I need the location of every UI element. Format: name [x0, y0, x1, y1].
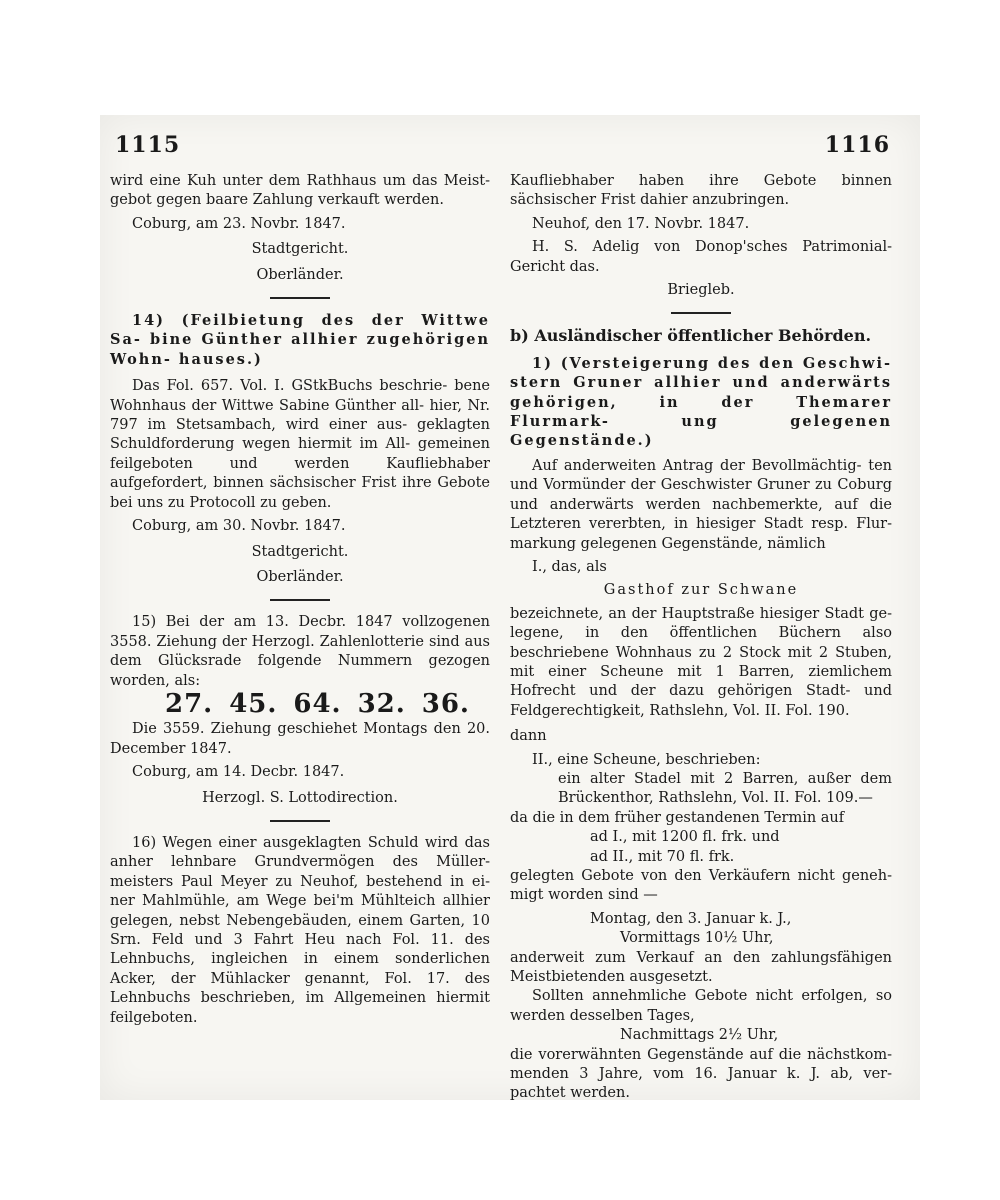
court-name: H. S. Adelig von Donop'sches Patrimonial- Gericht das.	[510, 239, 892, 275]
page-number-right: 1116	[824, 132, 890, 158]
date-line: Coburg, am 30. Novbr. 1847.	[132, 518, 346, 535]
date-line: Coburg, am 14. Decbr. 1847.	[132, 764, 345, 781]
bid-line: ad I., mit 1200 fl. frk. und	[590, 829, 780, 846]
section-divider	[270, 297, 330, 299]
notice-16-body: 16) Wegen einer ausgeklagten Schuld wird das anher lehnbare Grundvermögen des Müller- meisters Paul Meyer zu Neuhof, bestehend in ei- ner Mahlmühle, am Wege bei'm Mühlteich allhier gelegen, nebst Nebengebäuden, einem Garten, 10 Srn. Feld und 3 Fahrt Heu nach Fol. 11. des Lehnbuchs, ingleichen in einem sonderlichen Acker, der Mühlacker genannt, Fol. 17. des Lehnbuchs beschrieben, im Allgemeinen hiermit feilgeboten.	[110, 834, 490, 1026]
item-2-description: ein alter Stadel mit 2 Barren, außer dem Brückenthor, Rathslehn, Vol. II. Fol. 109.—	[558, 770, 892, 807]
signature: Herzogl. S. Lottodirection.	[202, 789, 398, 806]
auction-note: anderweit zum Verkauf an den zahlungsfähigen Meistbietenden ausgesetzt.	[510, 949, 892, 986]
notice-14-title: 14) (Feilbietung des der Wittwe Sa- bine Günther allhier zugehörigen Wohn- hauses.)	[110, 312, 490, 368]
intro-paragraph: wird eine Kuh unter dem Rathhaus um das Meist- gebot gegen baare Zahlung verkauft werden.	[110, 173, 490, 209]
lease-time: Nachmittags 2½ Uhr,	[620, 1027, 779, 1044]
signature: Oberländer.	[256, 266, 344, 283]
continuation-paragraph: Kaufliebhaber haben ihre Gebote binnen sächsischer Frist dahier anzubringen.	[510, 173, 892, 209]
left-column	[110, 172, 490, 1028]
section-divider	[270, 820, 330, 822]
date-line: Coburg, am 23. Novbr. 1847.	[132, 215, 346, 232]
lease-note: die vorerwähnten Gegenstände auf die nächstkom- menden 3 Jahre, vom 16. Januar k. J. ab, ver- pachtet werden.	[510, 1046, 892, 1102]
lottery-number: 32.	[357, 688, 406, 719]
lottery-number: 64.	[293, 688, 342, 719]
section-heading: b) Ausländischer öffentlicher Behörden.	[510, 326, 872, 346]
lottery-number: 36.	[421, 688, 470, 719]
signature: Briegleb.	[667, 282, 735, 299]
next-drawing-note: Die 3559. Ziehung geschiehet Montags den 20. December 1847.	[110, 721, 490, 757]
prior-term-line: da die in dem früher gestandenen Termin auf	[510, 809, 845, 826]
notice-1-body: Auf anderweiten Antrag der Bevollmächtig- ten und Vormünder der Geschwister Gruner zu Coburg und anderwärts werden nachbemerkte, auf die Letzteren vererbten, in hiesiger Stadt resp. Flur- markung gelegenen Gegenstände, nämlich	[510, 457, 892, 552]
section-divider	[671, 312, 731, 314]
auction-date: Montag, den 3. Januar k. J.,	[590, 910, 792, 927]
dann-line: dann	[510, 728, 547, 745]
signature: Oberländer.	[256, 568, 344, 585]
item-1-description: bezeichnete, an der Hauptstraße hiesiger Stadt ge- legene, in den öffentlichen Büchern also beschriebene Wohnhaus zu 2 Stock mit 2 Stuben, mit einer Scheune mit 1 Barren, ziemlichem Hofrecht und der dazu gehörigen Stadt- und Feldgerechtigkeit, Rathslehn, Vol. II. Fol. 190.	[510, 605, 892, 719]
item-1-name: Gasthof zur Schwane	[603, 582, 799, 599]
date-line: Neuhof, den 17. Novbr. 1847.	[532, 215, 750, 232]
court-name: Stadtgericht.	[251, 543, 349, 560]
item-2-label: II., eine Scheune, beschrieben:	[532, 751, 761, 768]
page-number-left: 1115	[115, 132, 181, 158]
lottery-numbers	[110, 688, 490, 719]
right-column	[510, 172, 892, 1104]
bids-not-approved: gelegten Gebote von den Verkäufern nicht geneh- migt worden sind —	[510, 868, 892, 904]
notice-1-title: 1) (Versteigerung des den Geschwi- stern Gruner allhier und anderwärts gehörigen, in der Themarer Flurmark- ung gelegenen Gegenstände.)	[510, 354, 892, 450]
notice-15-body: 15) Bei der am 13. Decbr. 1847 vollzogenen 3558. Ziehung der Herzogl. Zahlenlotterie sind aus dem Glücksrade folgende Nummern gezogen worden, als:	[110, 614, 490, 689]
section-divider	[270, 599, 330, 601]
fallback-note: Sollten annehmliche Gebote nicht erfolgen, so werden desselben Tages,	[510, 988, 892, 1024]
notice-14-body: Das Fol. 657. Vol. I. GStkBuchs beschrie- bene Wohnhaus der Wittwe Sabine Günther all- hier, Nr. 797 im Stetsambach, wird einer aus- geklagten Schuldforderung wegen hiermit im All- gemeinen feilgeboten und werden Kaufliebhaber aufgefordert, binnen sächsischer Frist ihre Gebote bei uns zu Protocoll zu geben.	[110, 378, 490, 511]
court-name: Stadtgericht.	[251, 241, 349, 258]
lottery-number: 27.	[165, 688, 214, 719]
item-1-label: I., das, als	[532, 558, 607, 575]
bid-line: ad II., mit 70 fl. frk.	[590, 848, 735, 865]
auction-time: Vormittags 10½ Uhr,	[620, 930, 774, 947]
lottery-number: 45.	[229, 688, 278, 719]
